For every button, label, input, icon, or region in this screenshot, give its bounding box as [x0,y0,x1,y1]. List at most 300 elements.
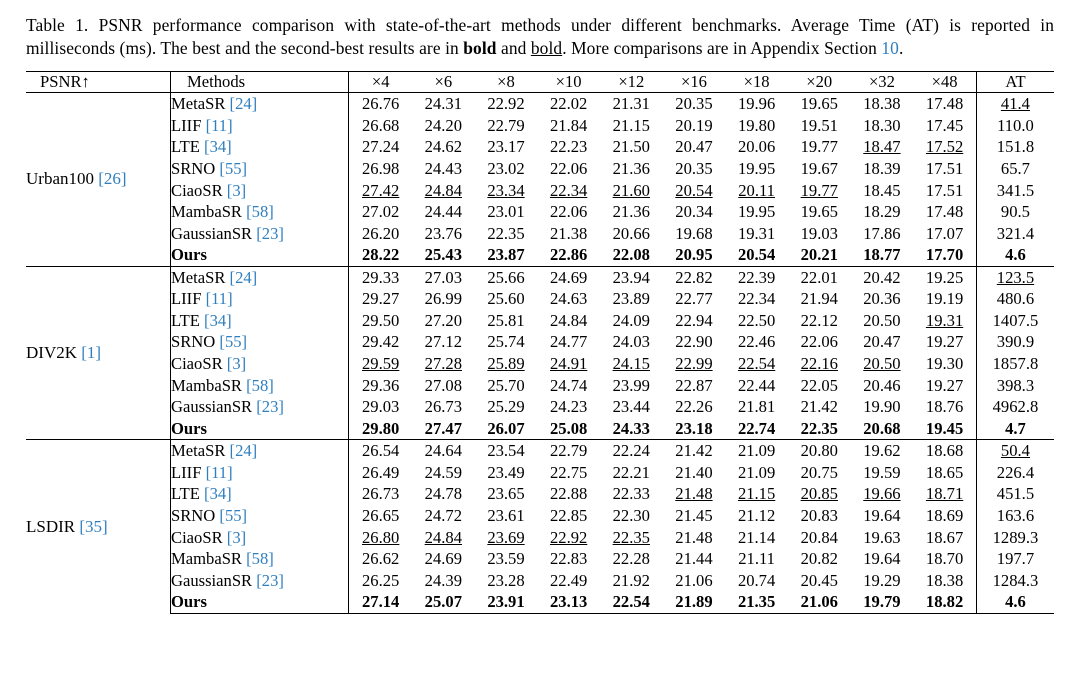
table-row [26,331,1054,353]
psnr-value-text: 20.34 [675,202,713,222]
psnr-value [412,418,475,440]
psnr-value-text: 22.21 [612,462,650,482]
psnr-value-text: 18.67 [925,527,964,547]
method-citation[interactable]: [55] [219,158,248,178]
average-time-value [976,353,1054,375]
psnr-value [788,396,851,418]
psnr-value-text: 21.15 [737,484,776,504]
column-header-methods: Methods [171,72,349,93]
method-citation[interactable]: [11] [205,115,233,135]
psnr-comparison-table [26,71,1054,614]
benchmark-label: LSDIR [26,516,80,536]
average-time-value [976,527,1054,549]
psnr-value-text: 18.77 [863,245,901,265]
caption-underline-word: bold [530,37,563,58]
method-label: LIIF [171,289,206,309]
psnr-value-text: 24.69 [549,267,588,287]
psnr-value-text: 22.83 [549,549,588,569]
psnr-value-text: 22.90 [675,332,713,352]
psnr-value-text: 22.06 [800,332,838,352]
psnr-value [851,310,914,332]
table-row [26,244,1054,266]
psnr-value-text: 19.45 [925,418,964,438]
psnr-value [788,115,851,137]
psnr-value-text: 23.17 [487,137,525,157]
table-row [26,375,1054,397]
psnr-value-text: 19.77 [800,180,838,200]
psnr-value-text: 22.74 [737,418,776,438]
table-row [26,591,1054,613]
psnr-value [600,310,663,332]
psnr-value-text: 19.25 [925,267,964,287]
psnr-value [600,591,663,613]
psnr-value [851,548,914,570]
psnr-value-text: 21.14 [737,527,776,547]
psnr-value [663,158,726,180]
psnr-value-text: 20.54 [675,180,713,200]
method-name [171,158,349,180]
psnr-value-text: 21.45 [675,505,713,525]
psnr-value-text: 20.35 [675,94,713,114]
method-label: GaussianSR [171,570,257,590]
psnr-value [600,570,663,592]
psnr-value-text: 26.68 [362,115,400,135]
table-row [26,93,1054,115]
psnr-value [412,353,475,375]
method-citation[interactable]: [34] [204,310,232,330]
method-citation[interactable]: [24] [229,94,258,114]
table-row [26,136,1054,158]
psnr-value [788,180,851,202]
psnr-value-text: 19.03 [800,223,838,243]
method-name [171,505,349,527]
method-citation[interactable]: [11] [205,289,233,309]
psnr-value [913,180,976,202]
method-name [171,375,349,397]
psnr-value [600,353,663,375]
psnr-value-text: 20.85 [800,484,838,504]
table-row [26,418,1054,440]
method-label: MambaSR [171,202,247,222]
psnr-value-text: 24.63 [549,289,588,309]
psnr-value-text: 20.54 [737,245,776,265]
psnr-value [600,115,663,137]
psnr-value-text: 25.43 [424,245,462,265]
psnr-value [600,158,663,180]
psnr-value-text: 23.59 [487,549,525,569]
psnr-value-text: 22.34 [549,180,588,200]
psnr-value-text: 26.20 [362,223,400,243]
column-header-x16: ×16 [663,72,726,93]
psnr-value [725,244,788,266]
psnr-value-text: 19.90 [863,397,901,417]
psnr-value-text: 22.39 [737,267,776,287]
psnr-value-text: 23.02 [487,158,525,178]
psnr-value [788,570,851,592]
method-citation[interactable]: [58] [246,549,274,569]
psnr-value [349,158,412,180]
psnr-value [725,115,788,137]
psnr-value-text: 26.80 [362,527,400,547]
psnr-value-text: 18.69 [925,505,964,525]
psnr-value [600,527,663,549]
psnr-value-text: 29.03 [362,397,400,417]
psnr-value [600,505,663,527]
table-row [26,266,1054,288]
psnr-value-text: 21.36 [612,158,650,178]
psnr-value-text: 18.76 [925,397,964,417]
psnr-value-text: 24.44 [424,202,462,222]
method-citation[interactable]: [23] [256,223,284,243]
psnr-value [663,201,726,223]
method-name [171,93,349,115]
psnr-value [788,548,851,570]
psnr-value [913,288,976,310]
psnr-value [412,136,475,158]
psnr-value [913,93,976,115]
psnr-value-text: 20.50 [863,354,901,373]
psnr-value-text: 22.77 [675,289,713,309]
psnr-value [537,93,600,115]
psnr-value-text: 25.60 [487,289,525,309]
psnr-value-text: 24.84 [549,310,588,330]
psnr-value [349,440,412,462]
psnr-value [412,483,475,505]
psnr-value-text: 22.54 [737,354,776,373]
psnr-value-text: 20.06 [737,137,776,157]
psnr-value [537,396,600,418]
average-time-text: 4.7 [1005,418,1026,438]
psnr-value [725,223,788,245]
method-citation[interactable]: [3] [226,180,247,200]
psnr-value [475,288,538,310]
psnr-value-text: 21.40 [675,462,713,482]
psnr-value-text: 26.49 [362,462,400,482]
psnr-value-text: 17.07 [925,223,964,243]
psnr-value [913,310,976,332]
psnr-value [412,115,475,137]
psnr-value-text: 25.81 [487,310,525,330]
psnr-value-text: 21.09 [737,441,776,461]
psnr-value-text: 20.19 [675,115,713,135]
psnr-value [913,570,976,592]
average-time-text: 110.0 [997,115,1034,135]
table-row [26,353,1054,375]
psnr-value [412,440,475,462]
method-name [171,180,349,202]
psnr-value [663,115,726,137]
psnr-value [600,93,663,115]
psnr-value [725,483,788,505]
psnr-value [600,180,663,202]
psnr-value [349,548,412,570]
psnr-value [725,418,788,440]
psnr-value-text: 27.02 [362,202,400,222]
psnr-value-text: 24.20 [424,115,462,135]
psnr-value-text: 20.46 [863,375,901,395]
method-citation[interactable]: [3] [226,527,247,547]
psnr-value-text: 21.06 [675,570,713,590]
psnr-value [349,201,412,223]
table-row [26,548,1054,570]
psnr-value [913,548,976,570]
psnr-value [475,223,538,245]
method-citation[interactable]: [58] [246,375,274,395]
method-citation[interactable]: [55] [219,332,248,352]
psnr-value [349,570,412,592]
psnr-value-text: 20.80 [800,441,838,461]
method-citation[interactable]: [23] [256,397,284,417]
psnr-value [537,591,600,613]
psnr-value [475,418,538,440]
psnr-value [851,288,914,310]
method-name [171,418,349,440]
psnr-value-text: 25.89 [487,354,525,373]
caption-section-ref[interactable]: 10 [881,37,899,58]
psnr-value [851,266,914,288]
psnr-value [349,396,412,418]
psnr-value [725,288,788,310]
psnr-value-text: 19.80 [737,115,776,135]
table-row [26,396,1054,418]
psnr-value [349,353,412,375]
psnr-value [349,244,412,266]
psnr-value-text: 24.59 [424,462,462,482]
method-citation[interactable]: [58] [246,202,274,222]
psnr-value [475,570,538,592]
method-citation[interactable]: [34] [204,484,232,504]
average-time-value [976,505,1054,527]
psnr-value-text: 24.62 [424,137,462,157]
psnr-value-text: 20.36 [863,289,901,309]
psnr-value [788,136,851,158]
psnr-value-text: 19.65 [800,202,838,222]
psnr-value-text: 20.42 [863,267,901,287]
caption-text-2: and [496,37,531,58]
psnr-value [600,462,663,484]
psnr-value-text: 24.77 [549,332,588,352]
psnr-value [663,93,726,115]
average-time-text: 390.9 [996,332,1035,352]
table-row [26,310,1054,332]
psnr-value [412,527,475,549]
psnr-value-text: 20.47 [675,137,713,157]
psnr-value [412,288,475,310]
psnr-value-text: 21.06 [800,592,838,612]
psnr-value [537,266,600,288]
method-name [171,136,349,158]
psnr-value [475,310,538,332]
psnr-value-text: 27.12 [424,332,462,352]
psnr-value-text: 26.65 [362,505,400,525]
psnr-value-text: 24.33 [612,418,650,438]
method-citation[interactable]: [24] [229,441,258,461]
benchmark-citation[interactable]: [26] [98,169,127,189]
method-citation[interactable]: [24] [229,267,258,287]
psnr-value [537,462,600,484]
method-name [171,396,349,418]
psnr-value-text: 26.54 [362,441,400,461]
psnr-value [537,483,600,505]
method-name [171,223,349,245]
psnr-value-text: 22.30 [612,505,650,525]
table-row [26,223,1054,245]
psnr-value-text: 27.47 [424,418,462,438]
psnr-value-text: 20.74 [737,570,776,590]
method-citation[interactable]: [23] [256,570,284,590]
table-row [26,483,1054,505]
average-time-value [976,223,1054,245]
psnr-value-text: 22.06 [549,158,588,178]
caption-text-3: . More comparisons are in Appendix Section [562,37,882,58]
psnr-value [349,505,412,527]
caption-label: Table 1. [26,15,89,35]
psnr-value-text: 22.02 [549,94,588,114]
psnr-value [788,505,851,527]
psnr-value-text: 24.39 [424,570,462,590]
psnr-value-text: 22.05 [800,375,838,395]
psnr-value [537,201,600,223]
psnr-value [412,396,475,418]
psnr-value-text: 27.14 [362,592,400,612]
psnr-value [600,331,663,353]
psnr-value [663,462,726,484]
psnr-value [788,353,851,375]
psnr-value [788,418,851,440]
benchmark-citation[interactable]: [1] [81,342,102,362]
method-name [171,440,349,462]
table-row [26,462,1054,484]
average-time-value [976,440,1054,462]
method-citation[interactable]: [34] [204,137,232,157]
psnr-value [475,483,538,505]
average-time-text: 50.4 [1000,441,1030,461]
psnr-value-text: 25.29 [487,397,525,417]
psnr-value [851,462,914,484]
psnr-value-text: 24.84 [424,180,462,200]
psnr-value-text: 18.47 [863,137,901,157]
psnr-value [663,375,726,397]
caption-text-4: . [898,37,904,58]
psnr-value [475,375,538,397]
psnr-value-text: 20.21 [800,245,838,265]
psnr-value [725,570,788,592]
method-label: MambaSR [171,549,247,569]
method-label: MetaSR [171,94,230,114]
method-label: Ours [171,592,207,612]
psnr-value [537,180,600,202]
psnr-value-text: 21.89 [675,592,713,612]
psnr-value [475,93,538,115]
method-label: MambaSR [171,375,247,395]
psnr-value-text: 19.96 [737,94,776,114]
psnr-value [349,375,412,397]
table-row [26,201,1054,223]
psnr-value-text: 19.64 [863,549,901,569]
psnr-value [913,418,976,440]
table-row [26,440,1054,462]
psnr-value [851,418,914,440]
psnr-value [913,462,976,484]
psnr-value [412,201,475,223]
psnr-value-text: 17.48 [925,202,964,222]
method-citation[interactable]: [3] [226,354,247,373]
psnr-value-text: 22.16 [800,354,838,373]
benchmark-label: DIV2K [26,342,82,362]
psnr-value-text: 20.83 [800,505,838,525]
psnr-value-text: 26.25 [362,570,400,590]
psnr-value [600,288,663,310]
psnr-value-text: 25.70 [487,375,525,395]
method-label: MetaSR [171,441,230,461]
average-time-text: 321.4 [996,223,1035,243]
average-time-text: 4962.8 [992,397,1039,417]
method-label: SRNO [171,158,220,178]
average-time-value [976,244,1054,266]
method-label: CiaoSR [171,354,227,373]
psnr-value [600,244,663,266]
psnr-value-text: 27.42 [362,180,400,200]
psnr-value-text: 22.92 [487,94,525,114]
psnr-value [725,548,788,570]
psnr-value [913,223,976,245]
psnr-value [788,591,851,613]
psnr-value-text: 19.79 [863,592,901,612]
average-time-text: 151.8 [996,137,1035,157]
psnr-value-text: 26.73 [424,397,462,417]
psnr-value-text: 19.30 [925,354,964,373]
benchmark-name [26,440,171,614]
column-header-x6: ×6 [412,72,475,93]
psnr-value [537,331,600,353]
psnr-value-text: 23.94 [612,267,650,287]
psnr-value-text: 29.50 [362,310,400,330]
psnr-value [725,310,788,332]
average-time-text: 1857.8 [992,354,1039,373]
psnr-value [663,483,726,505]
psnr-value-text: 22.23 [549,137,588,157]
method-name [171,462,349,484]
psnr-value [537,570,600,592]
psnr-value-text: 24.03 [612,332,650,352]
psnr-value [600,483,663,505]
psnr-value [788,223,851,245]
psnr-value-text: 23.28 [487,570,525,590]
average-time-text: 123.5 [996,267,1035,287]
psnr-value-text: 19.62 [863,441,901,461]
psnr-value [663,591,726,613]
method-citation[interactable]: [55] [219,505,248,525]
psnr-value-text: 19.66 [863,484,901,504]
psnr-value [412,462,475,484]
psnr-value-text: 21.36 [612,202,650,222]
psnr-value [475,180,538,202]
method-citation[interactable]: [11] [205,462,233,482]
average-time-text: 398.3 [996,375,1035,395]
psnr-value-text: 29.42 [362,332,400,352]
benchmark-citation[interactable]: [35] [79,516,108,536]
column-header-psnr: PSNR↑ [26,72,171,93]
psnr-value-text: 22.08 [612,245,650,265]
average-time-text: 163.6 [996,505,1035,525]
psnr-value-text: 18.29 [863,202,901,222]
psnr-value [851,591,914,613]
psnr-value-text: 21.48 [675,484,713,504]
psnr-value-text: 18.38 [863,94,901,114]
psnr-value [851,201,914,223]
psnr-value-text: 21.11 [738,549,775,569]
psnr-value [788,527,851,549]
